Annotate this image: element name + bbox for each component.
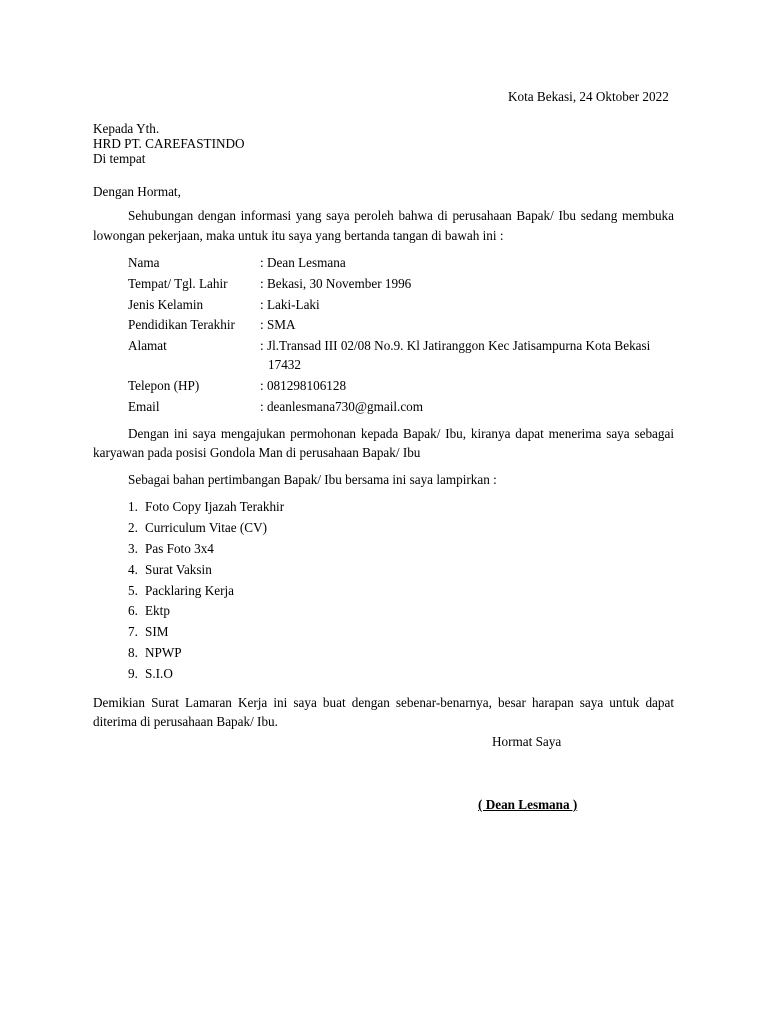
list-item-number: 6. xyxy=(128,603,138,618)
identity-label: Pendidikan Terakhir xyxy=(128,317,235,332)
identity-label: Jenis Kelamin xyxy=(128,297,204,312)
identity-value: : Dean Lesmana xyxy=(260,255,346,270)
list-item-number: 4. xyxy=(128,562,138,577)
list-item-number: 9. xyxy=(128,666,138,681)
list-item-number: 2. xyxy=(128,520,138,535)
list-item: Foto Copy Ijazah Terakhir xyxy=(145,499,285,514)
identity-value: : Bekasi, 30 November 1996 xyxy=(260,276,412,291)
list-item: NPWP xyxy=(145,645,182,660)
identity-label: Telepon (HP) xyxy=(128,378,200,393)
list-item: Pas Foto 3x4 xyxy=(145,541,214,556)
attachments-intro: Sebagai bahan pertimbangan Bapak/ Ibu bersama ini saya lampirkan : xyxy=(128,472,497,487)
intro-line-1: Sehubungan dengan informasi yang saya peroleh bahwa di perusahaan Bapak/ Ibu sedang membuka xyxy=(128,208,674,223)
list-item: Surat Vaksin xyxy=(145,562,212,577)
closing-line-2: diterima di perusahaan Bapak/ Ibu. xyxy=(93,714,278,729)
application-line-2: karyawan pada posisi Gondola Man di perusahaan Bapak/ Ibu xyxy=(93,445,421,460)
application-line-1: Dengan ini saya mengajukan permohonan kepada Bapak/ Ibu, kiranya dapat menerima saya sebagai xyxy=(128,426,674,441)
list-item-number: 3. xyxy=(128,541,138,556)
list-item-number: 7. xyxy=(128,624,138,639)
list-item: Curriculum Vitae (CV) xyxy=(145,520,268,535)
identity-value: : Jl.Transad III 02/08 No.9. Kl Jatiranggon Kec Jatisampurna Kota Bekasi xyxy=(260,338,651,353)
recipient-line-3: Di tempat xyxy=(93,151,146,166)
identity-label: Nama xyxy=(128,255,160,270)
identity-value: : deanlesmana730@gmail.com xyxy=(260,399,424,414)
identity-value-continued: 17432 xyxy=(268,357,301,372)
identity-value: : Laki-Laki xyxy=(260,297,320,312)
recipient-line-2: HRD PT. CAREFASTINDO xyxy=(93,136,245,151)
list-item-number: 1. xyxy=(128,499,138,514)
recipient-line-1: Kepada Yth. xyxy=(93,121,160,136)
closing-line-1: Demikian Surat Lamaran Kerja ini saya buat dengan sebenar-benarnya, besar harapan saya untuk dapat xyxy=(93,695,674,710)
list-item: Packlaring Kerja xyxy=(145,583,234,598)
identity-value: : SMA xyxy=(260,317,296,332)
list-item-number: 8. xyxy=(128,645,138,660)
identity-value: : 081298106128 xyxy=(260,378,347,393)
identity-label: Email xyxy=(128,399,160,414)
signature-name: ( Dean Lesmana ) xyxy=(478,797,578,812)
identity-label: Alamat xyxy=(128,338,167,353)
list-item: S.I.O xyxy=(145,666,173,681)
list-item: SIM xyxy=(145,624,169,639)
list-item-number: 5. xyxy=(128,583,138,598)
identity-label: Tempat/ Tgl. Lahir xyxy=(128,276,228,291)
intro-line-2: lowongan pekerjaan, maka untuk itu saya yang bertanda tangan di bawah ini : xyxy=(93,228,504,243)
regards: Hormat Saya xyxy=(492,734,562,749)
place-date: Kota Bekasi, 24 Oktober 2022 xyxy=(508,89,669,104)
salutation: Dengan Hormat, xyxy=(93,184,181,199)
list-item: Ektp xyxy=(145,603,170,618)
